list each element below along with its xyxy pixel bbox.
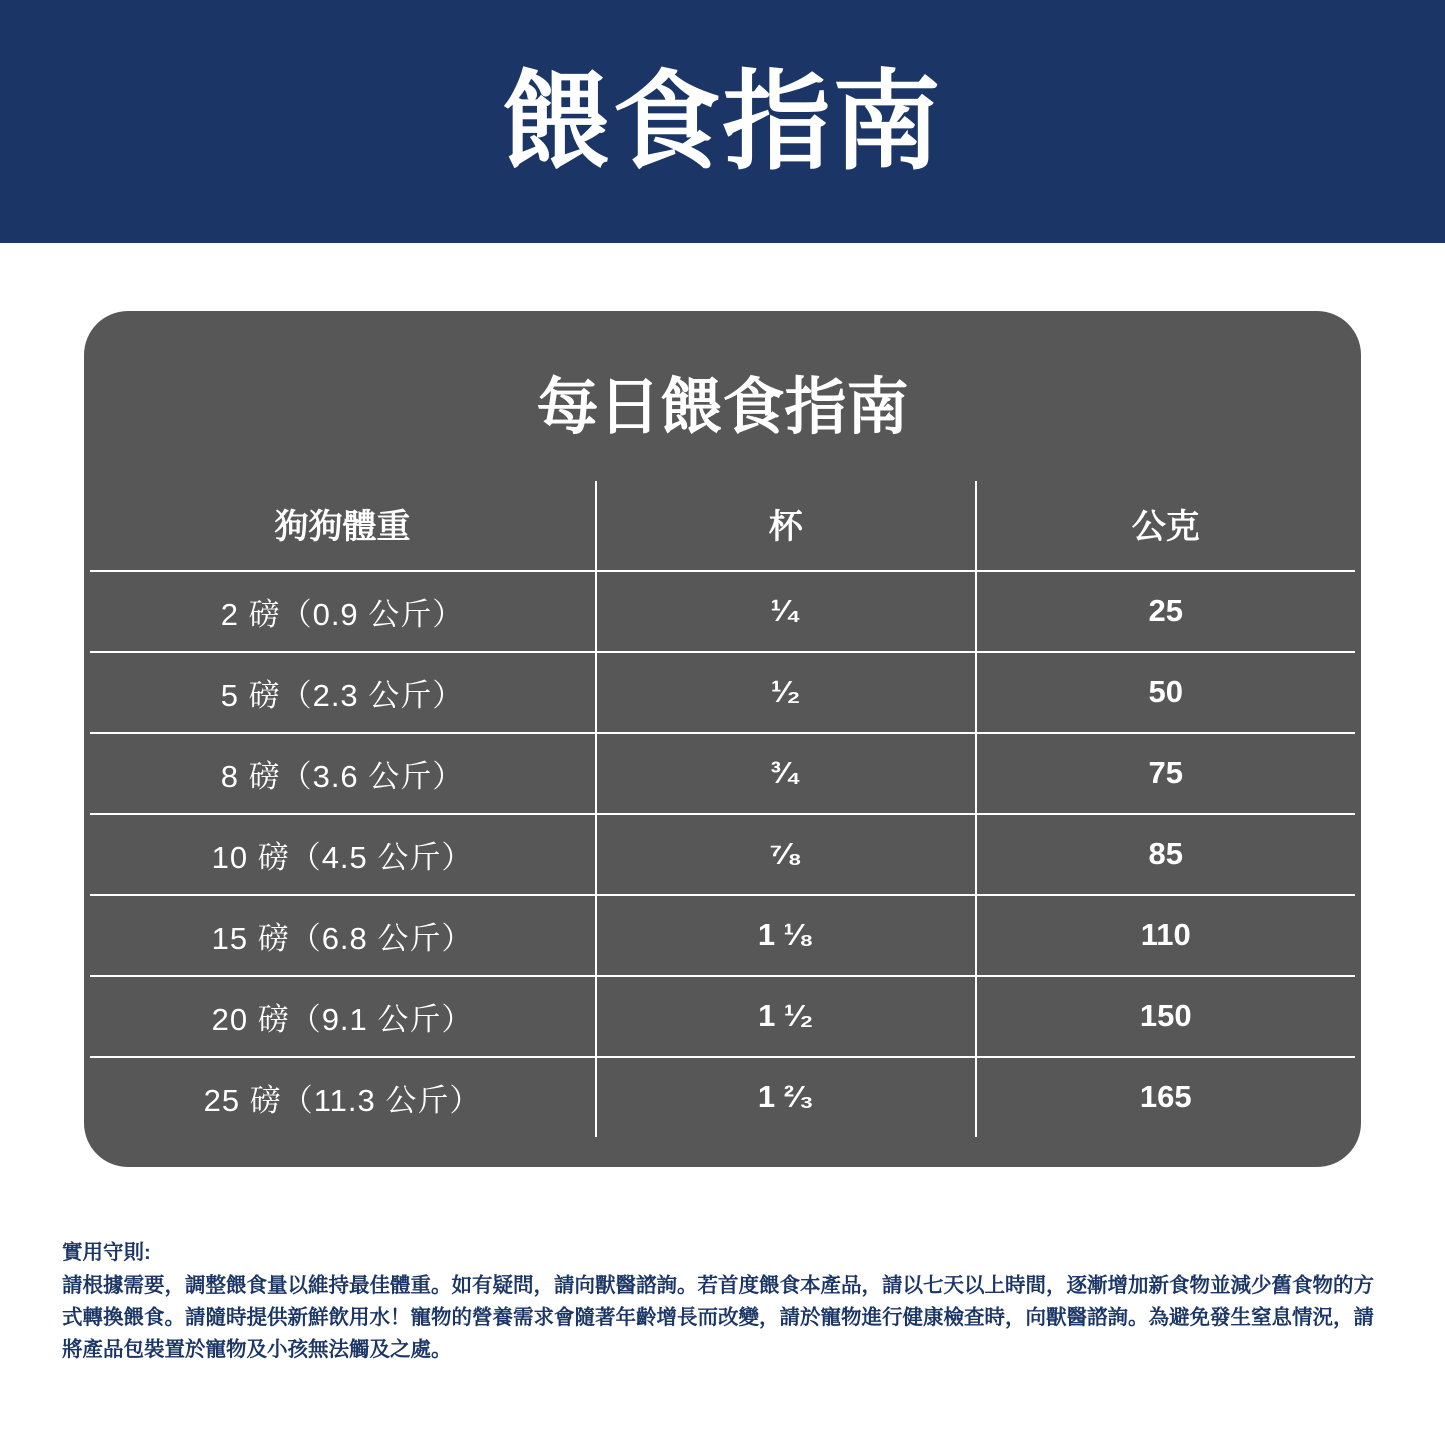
footnote-body: 請根據需要，調整餵食量以維持最佳體重。如有疑問，請向獸醫諮詢。若首度餵食本產品，請以七天以上時間，逐漸增加新食物並減少舊食物的方式轉換餵食。請隨時提供新鮮飲用水！寵物的營養需求會隨著年齡增長而改變，請於寵物進行健康檢查時，向獸醫諮詢。為避免發生窒息情況，請將產品包裝置於寵物及小孩無法觸及之處。 xyxy=(62,1274,1374,1361)
table-row xyxy=(90,976,1355,1057)
cell-weight: 25 磅（11.3 公斤） xyxy=(90,1057,596,1137)
cell-cups: ¹⁄₂ xyxy=(596,652,976,733)
feeding-card xyxy=(84,311,1361,1167)
cell-grams: 110 xyxy=(976,895,1356,976)
feeding-table-container xyxy=(84,481,1361,1137)
cell-grams: 25 xyxy=(976,571,1356,652)
cell-cups: ¹⁄₄ xyxy=(596,571,976,652)
feeding-card-wrapper xyxy=(0,243,1445,1167)
cell-weight: 10 磅（4.5 公斤） xyxy=(90,814,596,895)
cell-grams: 75 xyxy=(976,733,1356,814)
feeding-table xyxy=(90,481,1355,1137)
footnote-heading: 實用守則: xyxy=(62,1240,151,1264)
cell-weight: 8 磅（3.6 公斤） xyxy=(90,733,596,814)
table-row xyxy=(90,733,1355,814)
column-header-grams: 公克 xyxy=(976,481,1356,571)
cell-weight: 5 磅（2.3 公斤） xyxy=(90,652,596,733)
cell-grams: 85 xyxy=(976,814,1356,895)
cell-weight: 2 磅（0.9 公斤） xyxy=(90,571,596,652)
table-row xyxy=(90,571,1355,652)
header-banner xyxy=(0,0,1445,243)
cell-weight: 20 磅（9.1 公斤） xyxy=(90,976,596,1057)
cell-grams: 50 xyxy=(976,652,1356,733)
column-header-weight: 狗狗體重 xyxy=(90,481,596,571)
table-row xyxy=(90,652,1355,733)
table-row xyxy=(90,895,1355,976)
cell-cups: 1 ²⁄₃ xyxy=(596,1057,976,1137)
table-header xyxy=(90,481,1355,571)
table-body xyxy=(90,571,1355,1137)
card-title: 每日餵食指南 xyxy=(536,373,909,442)
cell-cups: 1 ¹⁄₂ xyxy=(596,976,976,1057)
cell-cups: 1 ¹⁄₈ xyxy=(596,895,976,976)
table-header-row xyxy=(90,481,1355,571)
cell-cups: ³⁄₄ xyxy=(596,733,976,814)
cell-grams: 150 xyxy=(976,976,1356,1057)
table-row xyxy=(90,1057,1355,1137)
cell-weight: 15 磅（6.8 公斤） xyxy=(90,895,596,976)
table-row xyxy=(90,814,1355,895)
cell-grams: 165 xyxy=(1139,1079,1192,1114)
page-title: 餵食指南 xyxy=(502,60,943,182)
footnote xyxy=(0,1167,1445,1366)
column-header-cups: 杯 xyxy=(596,481,976,571)
cell-cups: ⁷⁄₈ xyxy=(596,814,976,895)
